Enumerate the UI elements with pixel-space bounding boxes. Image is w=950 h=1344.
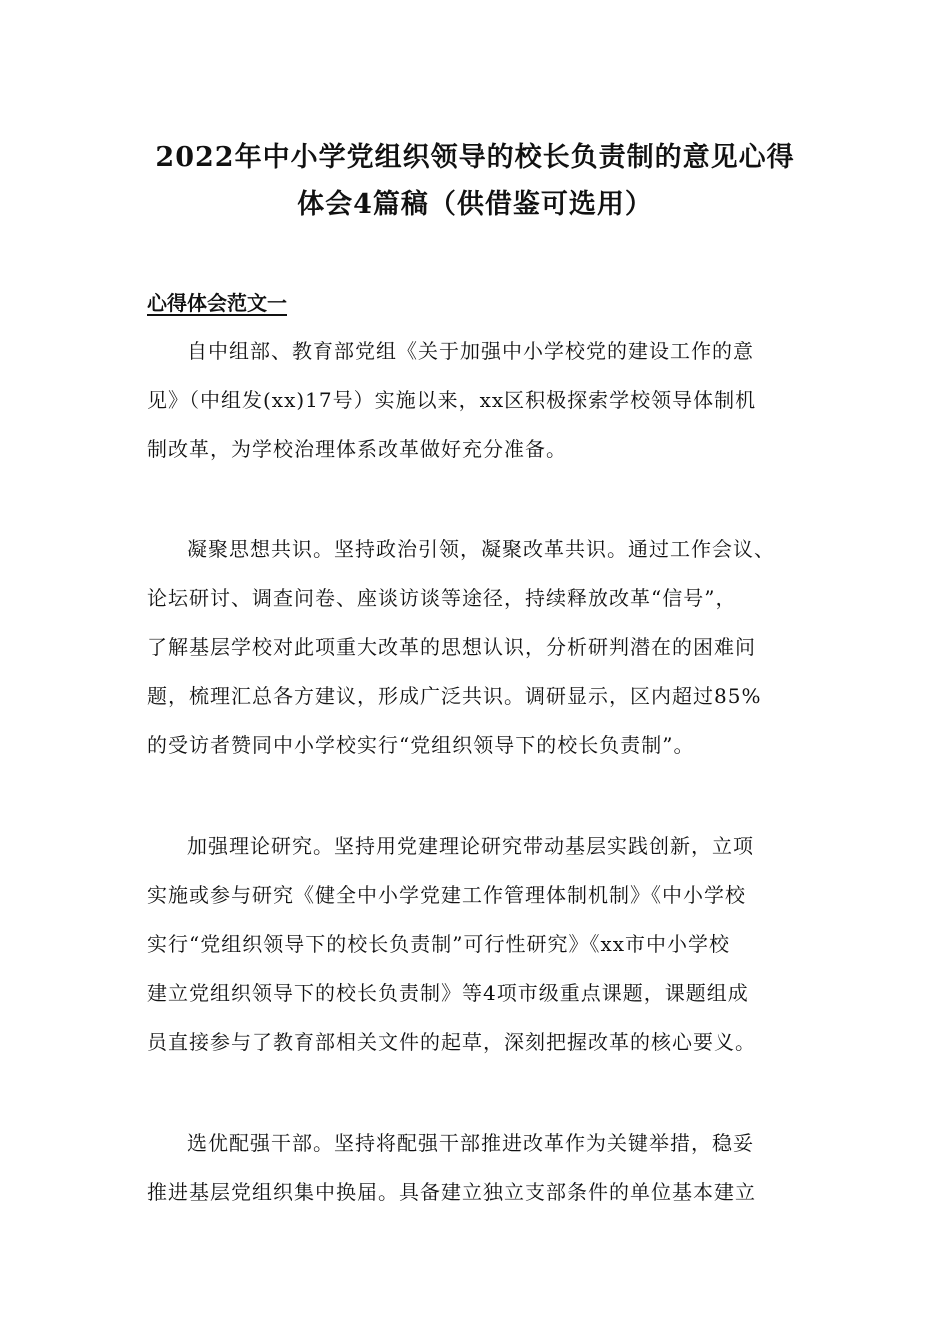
paragraph-line: 加强理论研究。坚持用党建理论研究带动基层实践创新，立项 <box>187 834 754 858</box>
paragraph-line: 建立党组织领导下的校长负责制》等4项市级重点课题，课题组成 <box>147 981 749 1005</box>
paragraph-line: 实施或参与研究《健全中小学党建工作管理体制机制》《中小学校 <box>147 883 746 907</box>
paragraph-line: 了解基层学校对此项重大改革的思想认识，分析研判潜在的困难问 <box>147 635 756 659</box>
paragraph-line: 员直接参与了教育部相关文件的起草，深刻把握改革的核心要义。 <box>147 1030 756 1054</box>
paragraph-line: 选优配强干部。坚持将配强干部推进改革作为关键举措，稳妥 <box>187 1131 754 1155</box>
section-heading: 心得体会范文一 <box>147 291 287 315</box>
paragraph-line: 题，梳理汇总各方建议，形成广泛共识。调研显示，区内超过85% <box>147 684 762 708</box>
paragraph-line: 论坛研讨、调查问卷、座谈访谈等途径，持续释放改革“信号”， <box>147 586 737 610</box>
paragraph-1 <box>147 327 827 474</box>
paragraph-line: 制改革，为学校治理体系改革做好充分准备。 <box>147 437 567 461</box>
document-title-line-1: 2022年中小学党组织领导的校长负责制的意见心得 <box>155 142 795 173</box>
paragraph-3 <box>147 822 827 1067</box>
paragraph-line: 的受访者赞同中小学校实行“党组织领导下的校长负责制”。 <box>147 733 695 757</box>
paragraph-line: 见》（中组发(xx)17号）实施以来，xx区积极探索学校领导体制机 <box>147 388 757 412</box>
paragraph-line: 自中组部、教育部党组《关于加强中小学校党的建设工作的意 <box>187 339 754 363</box>
paragraph-4 <box>147 1119 827 1217</box>
paragraph-2 <box>147 525 827 770</box>
document-title-line-2: 体会4篇稿（供借鉴可选用） <box>297 189 653 220</box>
paragraph-line: 实行“党组织领导下的校长负责制”可行性研究》《xx市中小学校 <box>147 932 731 956</box>
paragraph-line: 凝聚思想共识。坚持政治引领，凝聚改革共识。通过工作会议、 <box>187 537 775 561</box>
paragraph-line: 推进基层党组织集中换届。具备建立独立支部条件的单位基本建立 <box>147 1180 756 1204</box>
